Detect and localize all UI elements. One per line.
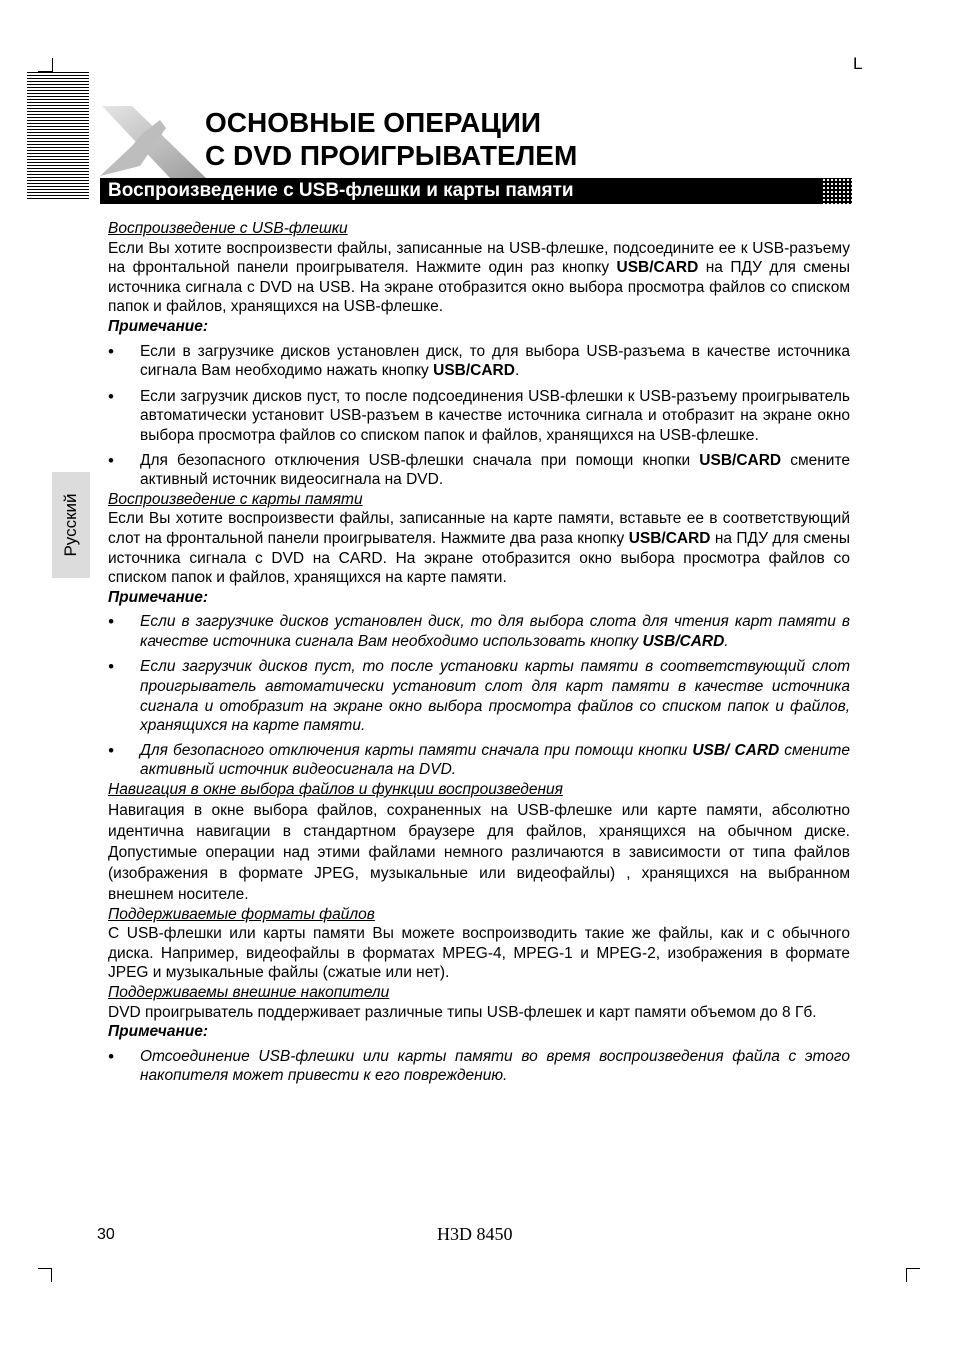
card-heading: Воспроизведение с карты памяти <box>108 490 363 508</box>
list-item: • Если загрузчик дисков пуст, то после установки карты памяти в соответствующий слот проигрыватель автоматически установит слот для карт памяти в качестве источника сигнала и отобразит на экране окно выбора просмотра файлов со списком папок и файлов, хранящихся на карте памяти. <box>108 657 850 735</box>
list-item: • Отсоединение USB-флешки или карты памяти во время воспроизведения файла с этого накопителя может привести к его повреждению. <box>108 1047 850 1086</box>
bar-dots-decoration <box>822 178 852 204</box>
header-stripes-decoration <box>27 72 89 200</box>
model-name: H3D 8450 <box>437 1224 513 1244</box>
note-text-end: смените активный источник видеосигнала на DVD. <box>140 741 850 779</box>
section-title: Воспроизведение с USB-флешки и карты памяти <box>108 180 574 201</box>
crop-mark-bottom-right-v <box>906 1268 907 1282</box>
card-paragraph <box>108 509 850 587</box>
storage-heading: Поддерживаемы внешние накопители <box>108 984 390 1001</box>
storage-note-label: Примечание: <box>108 1023 209 1041</box>
list-item: • Если загрузчик дисков пуст, то после подсоединения USB-флешки к USB-разъему проигрыватель автоматически установит USB-разъем в качестве источника сигнала и отобразит на экране окно выбора просмотра файлов со списком папок и файлов, хранящихся на USB-флешке. <box>108 387 850 446</box>
page-title-line-1: ОСНОВНЫЕ ОПЕРАЦИИ <box>205 107 542 138</box>
usb-note-label: Примечание: <box>108 317 209 335</box>
note-text: Для безопасного отключения карты памяти сначала при помощи кнопки <box>140 741 693 759</box>
usb-card-button-ref: USB/ CARD <box>692 741 780 759</box>
list-item <box>108 612 850 651</box>
usb-text-cont: на ПДУ для смены источника сигнала с DVD на USB. На экране отобразится окно выбора просмотра файлов со списком папок и файлов, хранящихся на USB-флешке. <box>108 259 850 316</box>
language-label: Русский <box>61 493 80 557</box>
usb-paragraph <box>108 239 850 317</box>
note-text: Если в загрузчике дисков установлен диск, то для выбора USB-разъема в качестве источника сигнала Вам необходимо нажать кнопку <box>140 342 850 380</box>
note-text-end: . <box>724 632 729 650</box>
note-text: Для безопасного отключения USB-флешки сначала при помощи кнопки <box>140 451 700 469</box>
language-side-tab <box>52 472 90 578</box>
storage-notes-list <box>108 1047 850 1086</box>
navigation-heading: Навигация в окне выбора файлов и функции воспроизведения <box>108 781 563 799</box>
usb-card-button-ref: USB/CARD <box>628 529 711 547</box>
crop-mark-bottom-right <box>906 1268 920 1269</box>
usb-notes-list <box>108 342 850 490</box>
x-logo-icon <box>96 106 206 178</box>
list-item <box>108 451 850 490</box>
list-item <box>108 342 850 381</box>
page-title-line-2: С DVD ПРОИГРЫВАТЕЛЕМ <box>205 140 578 171</box>
list-item <box>108 741 850 780</box>
navigation-paragraph: Навигация в окне выбора файлов, сохраненных на USB-флешке или карте памяти, абсолютно идентична навигации в стандартном браузере для файлов, хранящихся на обычном диске. Допустимые операции над этими файлами немного различаются в зависимости от типа файлов (изображения в формате JPEG, музыкальные или видеофайлы) , хранящихся на выбранном внешнем носителе. <box>108 801 850 903</box>
corner-letter: L <box>853 54 863 73</box>
card-note-label: Примечание: <box>108 588 209 606</box>
crop-mark-bottom-left <box>38 1268 52 1269</box>
page-number: 30 <box>97 1226 115 1243</box>
storage-paragraph: DVD проигрыватель поддерживает различные типы USB-флешек и карт памяти объемом до 8 Гб. <box>108 1003 817 1021</box>
note-text-end: . <box>514 362 520 380</box>
card-text: Если Вы хотите воспроизвести файлы, записанные на карте памяти, вставьте ее в соответствующий слот на фронтальной панели проигрывателя. Нажмите два раза кнопку <box>108 510 850 547</box>
card-notes-list <box>108 612 850 780</box>
crop-mark-bottom-left-v <box>51 1268 52 1282</box>
section-title-bar <box>100 178 852 204</box>
usb-card-button-ref: USB/CARD <box>642 632 725 650</box>
usb-heading: Воспроизведение с USB-флешки <box>108 220 348 237</box>
formats-heading: Поддерживаемые форматы файлов <box>108 905 375 923</box>
usb-card-button-ref: USB/CARD <box>699 451 782 469</box>
note-text-end: смените активный источник видеосигнала на DVD. <box>140 451 850 489</box>
page-title <box>205 106 577 172</box>
formats-paragraph: С USB-флешки или карты памяти Вы можете воспроизводить такие же файлы, как и с обычного диска. Например, видеофайлы в форматах MPEG-4, MPEG-1 и MPEG-2, изображения в формате JPEG и музыкальные файлы (сжатые или нет). <box>108 925 850 982</box>
note-text: Если в загрузчике дисков установлен диск, то для выбора слота для чтения карт памяти в качестве источника сигнала Вам необходимо использовать кнопку <box>140 613 850 650</box>
usb-text: Если Вы хотите воспроизвести файлы, записанные на USB-флешке, подсоедините ее к USB-разъему на фронтальной панели проигрывателя. Нажмите один раз кнопку <box>108 239 850 277</box>
usb-card-button-ref: USB/CARD <box>433 362 515 380</box>
usb-card-button-ref: USB/CARD <box>616 259 699 277</box>
crop-mark-top-left <box>52 58 53 72</box>
card-text-cont: на ПДУ для смены источника сигнала с DVD на CARD. На экране отобразится окно выбора просмотра файлов со списком папок и файлов, хранящихся на карте памяти. <box>108 529 850 587</box>
main-content <box>108 219 850 1086</box>
